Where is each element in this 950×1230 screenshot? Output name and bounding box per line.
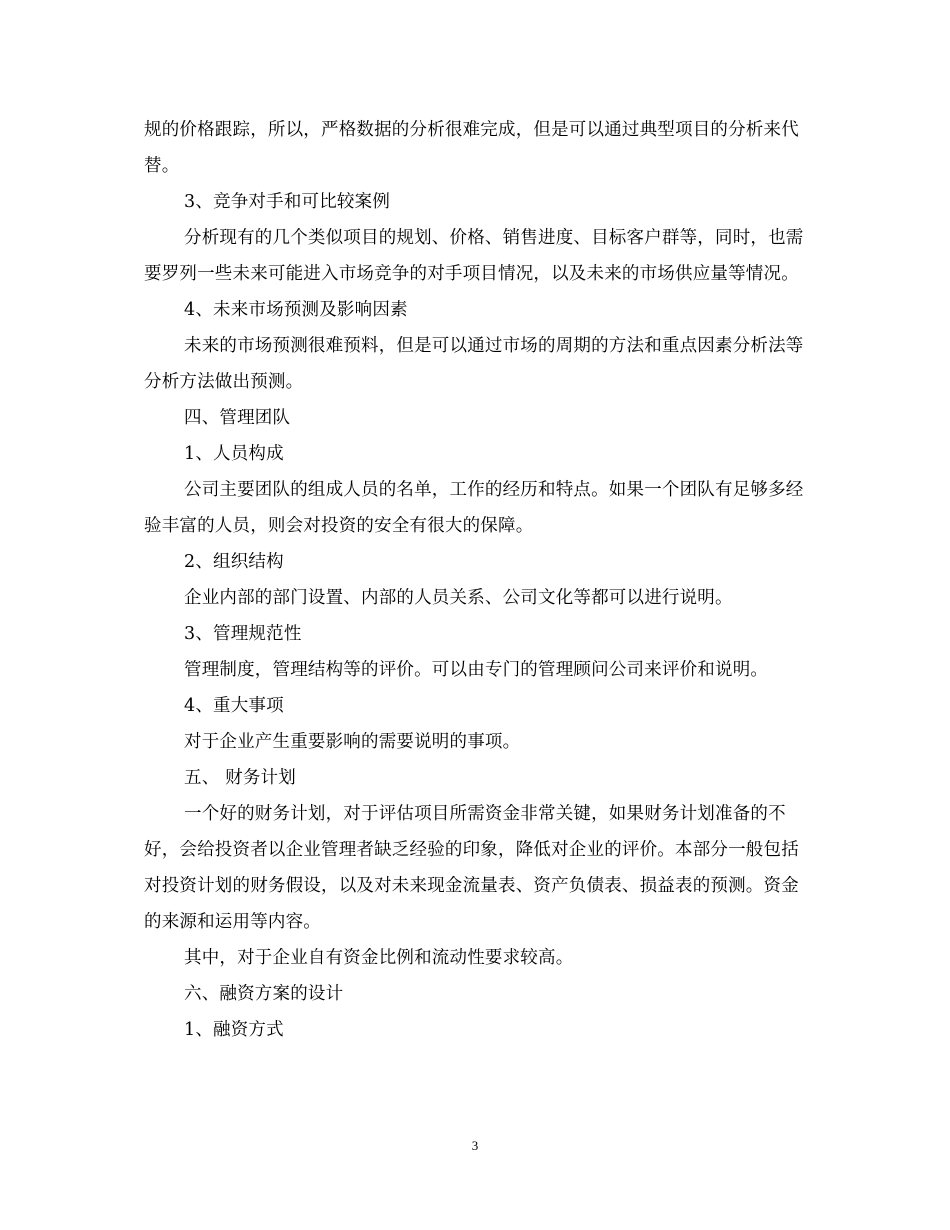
- paragraph-staff: 公司主要团队的组成人员的名单，工作的经历和特点。如果一个团队有足够多经验丰富的人员，则会对投资的安全有很大的保障。: [144, 480, 804, 536]
- subheading-financing-methods: 1、融资方式: [184, 1020, 284, 1040]
- paragraph-competitors: 分析现有的几个类似项目的规划、价格、销售进度、目标客户群等，同时，也需要罗列一些未来可能进入市场竞争的对手项目情况，以及未来的市场供应量等情况。: [144, 228, 804, 284]
- paragraph-continuation: 规的价格跟踪，所以，严格数据的分析很难完成，但是可以通过典型项目的分析来代替。: [144, 120, 799, 176]
- paragraph-market-forecast: 未来的市场预测很难预料，但是可以通过市场的周期的方法和重点因素分析法等分析方法做出预测。: [144, 336, 804, 392]
- heading-financial-plan: 五、 财务计划: [184, 768, 296, 788]
- paragraph-own-funds: 其中，对于企业自有资金比例和流动性要求较高。: [184, 948, 574, 968]
- heading-financing-design: 六、融资方案的设计: [184, 984, 344, 1004]
- page-number: 3: [471, 1138, 479, 1153]
- subheading-major-matters: 4、重大事项: [184, 696, 284, 716]
- subheading-organization: 2、组织结构: [184, 552, 284, 572]
- subheading-market-forecast: 4、未来市场预测及影响因素: [184, 300, 408, 320]
- paragraph-financial-plan: 一个好的财务计划，对于评估项目所需资金非常关键，如果财务计划准备的不好，会给投资者以企业管理者缺乏经验的印象，降低对企业的评价。本部分一般包括对投资计划的财务假设，以及对未来现金流量表、资产负债表、损益表的预测。资金的来源和运用等内容。: [144, 804, 799, 932]
- subheading-management-standards: 3、管理规范性: [184, 624, 302, 644]
- paragraph-major-matters: 对于企业产生重要影响的需要说明的事项。: [184, 732, 521, 752]
- document-body: [144, 112, 808, 1048]
- subheading-competitors: 3、竞争对手和可比较案例: [184, 192, 391, 212]
- heading-management-team: 四、管理团队: [184, 408, 291, 428]
- paragraph-organization: 企业内部的部门设置、内部的人员关系、公司文化等都可以进行说明。: [184, 588, 733, 608]
- paragraph-management-standards: 管理制度，管理结构等的评价。可以由专门的管理顾问公司来评价和说明。: [184, 660, 769, 680]
- subheading-staff: 1、人员构成: [184, 444, 284, 464]
